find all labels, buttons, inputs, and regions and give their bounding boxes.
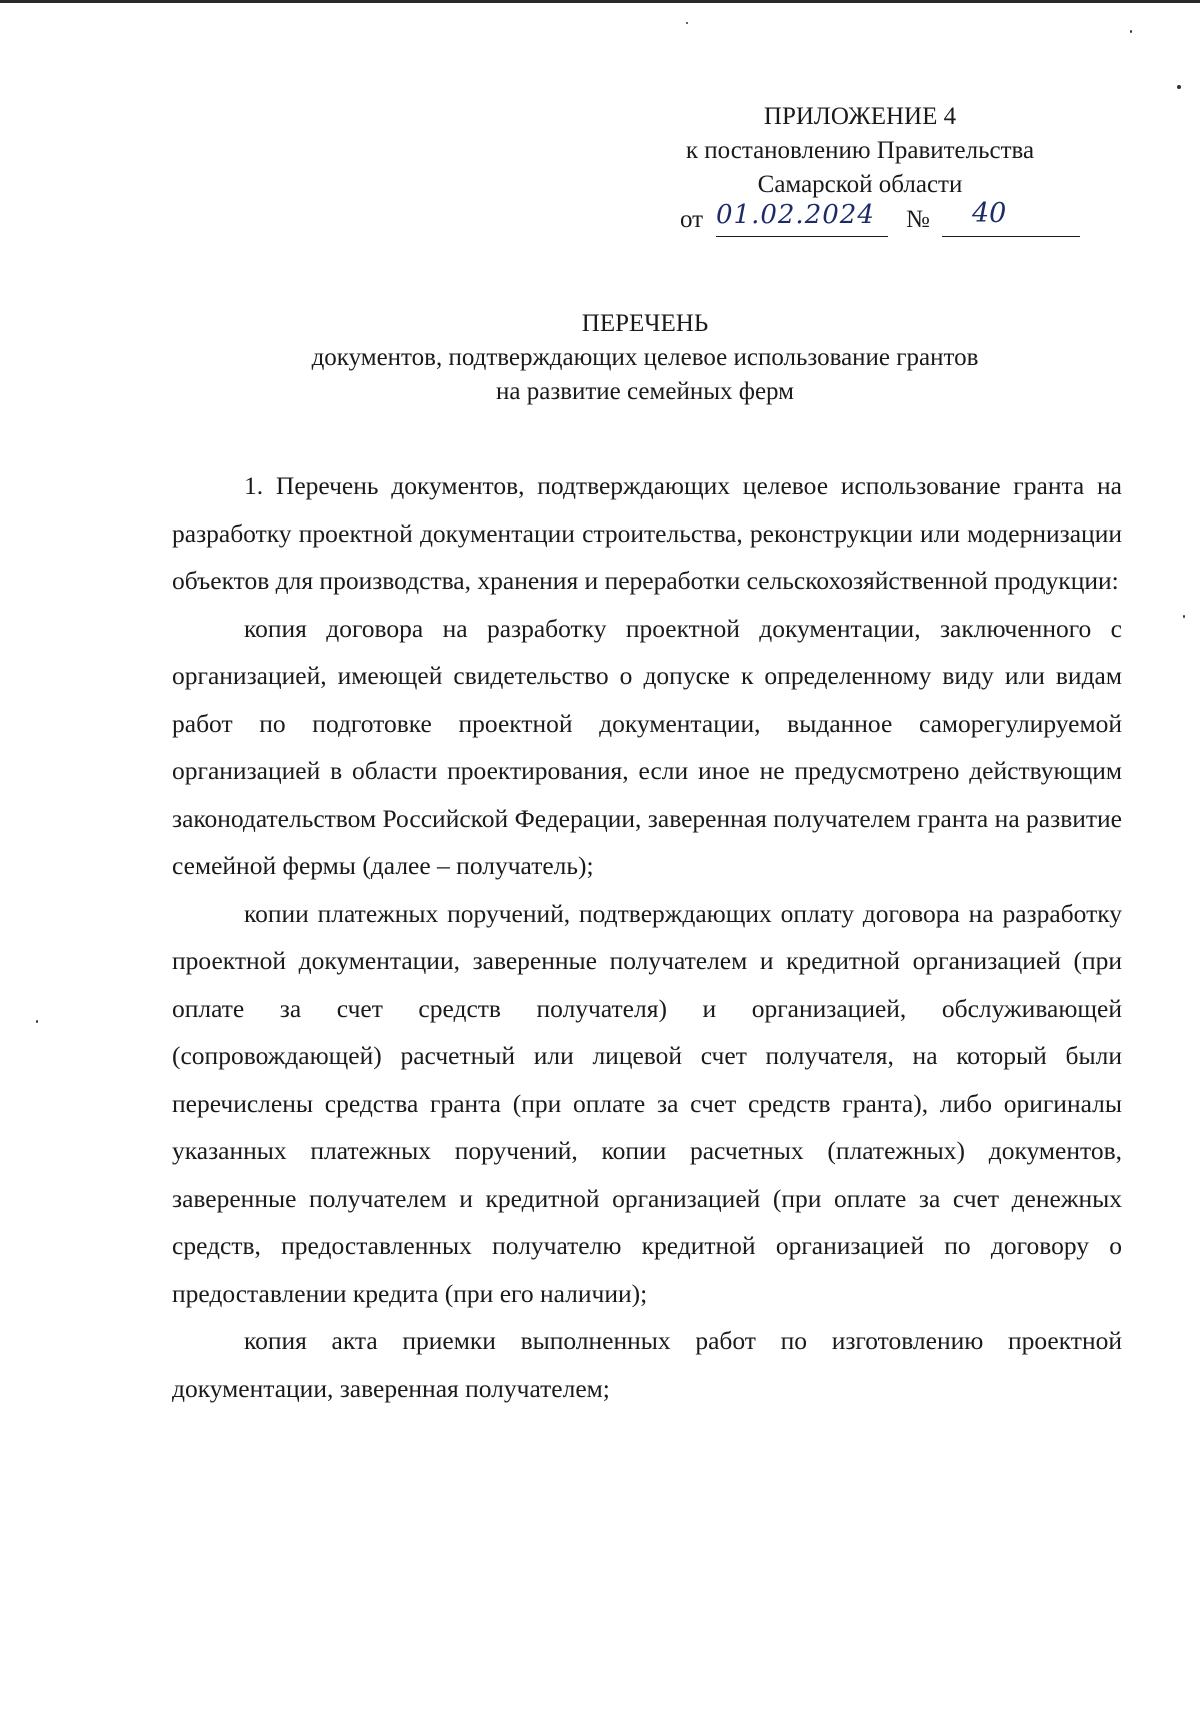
date-number-line — [680, 198, 1080, 242]
scan-speck — [36, 1020, 38, 1023]
date-underline — [716, 236, 888, 237]
document-title — [160, 307, 1130, 409]
title-line-2: на развитие семейных ферм — [496, 378, 794, 405]
appendix-label: ПРИЛОЖЕНИЕ 4 — [763, 103, 957, 130]
number-sign: № — [906, 206, 930, 233]
scan-speck — [1177, 85, 1181, 89]
resolution-line: к постановлению Правительства — [685, 137, 1035, 164]
title-heading: ПЕРЕЧЕНЬ — [581, 310, 709, 337]
scan-speck — [686, 22, 688, 24]
scan-speck — [1183, 615, 1185, 618]
handwritten-date: 01.02.2024 — [716, 200, 875, 230]
paragraph-2: копия договора на разработку проектной документации, заключенного с организацией, имеющей свидетельство о допуске к определенному виду или видам работ по подготовке проектной документации, выданное саморегулируемой организацией в области проектирования, если иное не предусмотрено действующим законодательством Российской Федерации, заверенная получателем гранта на развитие семейной фермы (далее – получатель); — [172, 613, 1122, 880]
scan-speck — [1130, 30, 1132, 33]
appendix-header — [640, 100, 1080, 202]
document-body — [172, 462, 1122, 1412]
paragraph-1: 1. Перечень документов, подтверждающих целевое использование гранта на разработку проектной документации строительства, реконструкции или модернизации объектов для производства, хранения и переработки сельскохозяйственной продукции: — [172, 471, 1122, 595]
paragraph-3: копии платежных поручений, подтверждающих оплату договора на разработку проектной документации, заверенные получателем и кредитной организацией (при оплате за счет средств получателя) и организацией, обслуживающей (сопровождающей) расчетный или лицевой счет получателя, на который были перечислены средства гранта (при оплате за счет средств гранта), либо оригиналы указанных платежных поручений, копии расчетных (платежных) документов, заверенные получателем и кредитной организацией (при оплате за счет денежных средств, предоставленных получателю кредитной организацией по договору о предоставлении кредита (при его наличии); — [172, 898, 1122, 1308]
handwritten-number: 40 — [972, 198, 1007, 229]
page-top-edge — [0, 0, 1200, 3]
number-underline — [942, 236, 1080, 237]
title-line-1: документов, подтверждающих целевое использование грантов — [311, 344, 979, 371]
date-prefix: от — [680, 206, 704, 233]
region-line: Самарской области — [757, 171, 963, 198]
paragraph-4: копия акта приемки выполненных работ по изготовлению проектной документации, заверенная получателем; — [172, 1326, 1122, 1403]
